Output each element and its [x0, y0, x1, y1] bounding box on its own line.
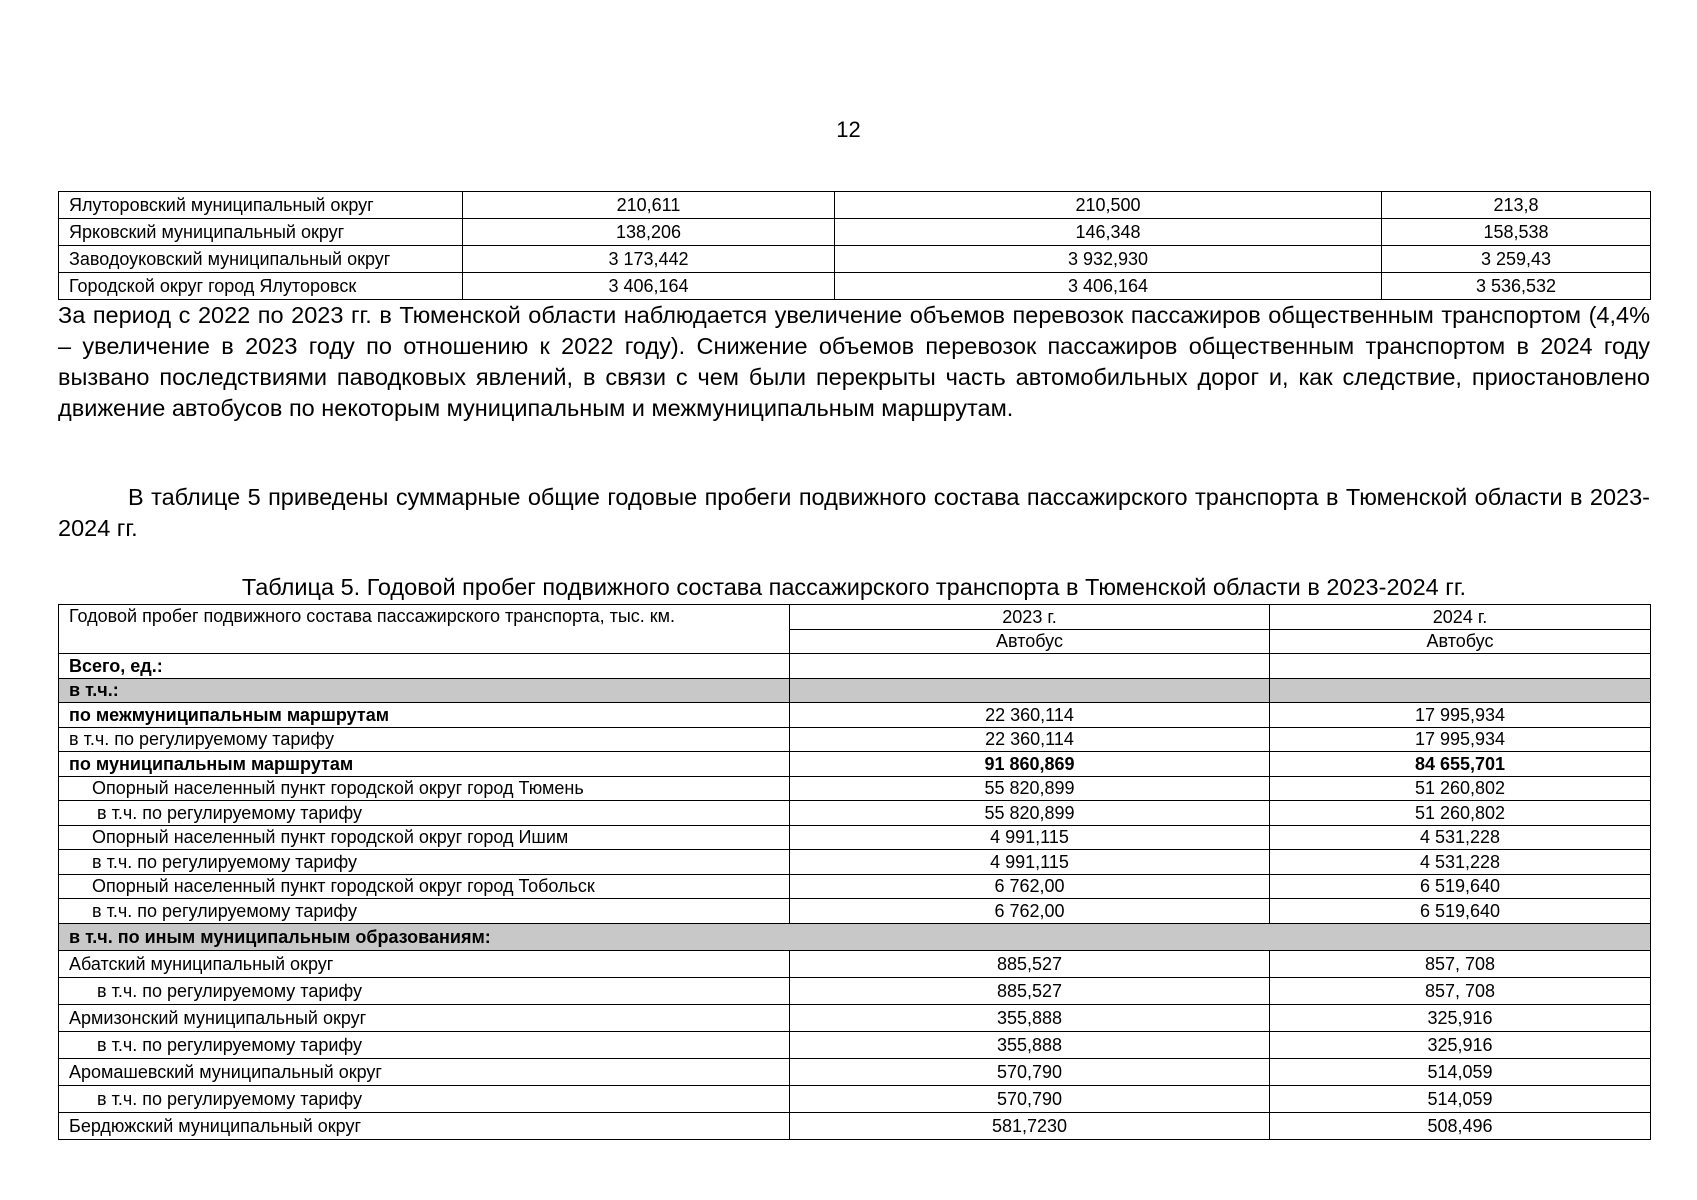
cell-value: 3 536,532 [1382, 273, 1651, 300]
cell-value: 22 360,114 [790, 727, 1270, 752]
row-name: Ялуторовский муниципальный округ [59, 192, 463, 219]
table-row [59, 703, 1651, 728]
cell-value: 6 762,00 [790, 874, 1270, 899]
table-row [59, 727, 1651, 752]
header-row [59, 605, 1651, 630]
table-row [59, 1031, 1651, 1058]
row-name: Заводоуковский муниципальный округ [59, 246, 463, 273]
cell-value: 4 991,115 [790, 825, 1270, 850]
continued-table [58, 191, 1651, 300]
row-name: Опорный населенный пункт городской округ город Тобольск [59, 874, 790, 899]
table-row [59, 850, 1651, 875]
paragraph-table5-intro: В таблице 5 приведены суммарные общие годовые пробеги подвижного состава пассажирского транспорта в Тюменской области в 2023-2024 гг. [58, 484, 1650, 541]
table-row [59, 1004, 1651, 1031]
cell-value: 22 360,114 [790, 703, 1270, 728]
header-label: Годовой пробег подвижного состава пассажирского транспорта, тыс. км. [59, 605, 790, 630]
cell-value: 51 260,802 [1270, 801, 1651, 826]
row-name: по межмуниципальным маршрутам [59, 703, 790, 728]
row-name: Городской округ город Ялуторовск [59, 273, 463, 300]
cell-value: 325,916 [1270, 1004, 1651, 1031]
cell-value: 355,888 [790, 1031, 1270, 1058]
table5-caption: Таблица 5. Годовой пробег подвижного состава пассажирского транспорта в Тюменской области в 2023-2024 гг. [241, 574, 1467, 600]
cell-value [790, 654, 1270, 679]
cell-value: 355,888 [790, 1004, 1270, 1031]
table-row [59, 801, 1651, 826]
cell-value: 55 820,899 [790, 776, 1270, 801]
cell-value: 55 820,899 [790, 801, 1270, 826]
cell-value: 514,059 [1270, 1085, 1651, 1112]
cell-value: 3 406,164 [463, 273, 835, 300]
row-name: Ярковский муниципальный округ [59, 219, 463, 246]
table-row [59, 977, 1651, 1004]
cell-value: 4 991,115 [790, 850, 1270, 875]
table-row [59, 1112, 1651, 1139]
cell-value [1270, 654, 1651, 679]
row-name: в т.ч. по регулируемому тарифу [59, 977, 790, 1004]
table-row-section [59, 678, 1651, 703]
table-row [59, 874, 1651, 899]
row-name: по муниципальным маршрутам [59, 752, 790, 777]
cell-value: 6 762,00 [790, 899, 1270, 924]
row-name: Армизонский муниципальный округ [59, 1004, 790, 1031]
cell-value: 84 655,701 [1270, 752, 1651, 777]
row-name: Опорный населенный пункт городской округ город Ишим [59, 825, 790, 850]
cell-value: 3 406,164 [835, 273, 1382, 300]
cell-value: 885,527 [790, 977, 1270, 1004]
cell-value: 3 259,43 [1382, 246, 1651, 273]
table-row [59, 1058, 1651, 1085]
row-name: в т.ч. по регулируемому тарифу [59, 850, 790, 875]
cell-value: 210,611 [463, 192, 835, 219]
row-name: Опорный населенный пункт городской округ город Тюмень [59, 776, 790, 801]
cell-value: 158,538 [1382, 219, 1651, 246]
header-year-2024: 2024 г. [1270, 605, 1651, 630]
row-name: в т.ч. по регулируемому тарифу [59, 1085, 790, 1112]
header-row [59, 629, 1651, 654]
cell-value: 51 260,802 [1270, 776, 1651, 801]
row-name: Абатский муниципальный округ [59, 950, 790, 977]
cell-value: 514,059 [1270, 1058, 1651, 1085]
row-name: Бердюжский муниципальный округ [59, 1112, 790, 1139]
row-name: Аромашевский муниципальный округ [59, 1058, 790, 1085]
cell-value: 146,348 [835, 219, 1382, 246]
table-row [59, 192, 1651, 219]
row-name: в т.ч. по регулируемому тарифу [59, 801, 790, 826]
table-row [59, 776, 1651, 801]
cell-value: 6 519,640 [1270, 899, 1651, 924]
cell-value: 91 860,869 [790, 752, 1270, 777]
table-row-total [59, 654, 1651, 679]
cell-value: 17 995,934 [1270, 703, 1651, 728]
cell-value: 508,496 [1270, 1112, 1651, 1139]
cell-value: 3 173,442 [463, 246, 835, 273]
cell-value: 213,8 [1382, 192, 1651, 219]
table-row [59, 219, 1651, 246]
header-type-2024: Автобус [1270, 629, 1651, 654]
table-row [59, 950, 1651, 977]
cell-value: 581,7230 [790, 1112, 1270, 1139]
cell-value: 885,527 [790, 950, 1270, 977]
header-label-cont [59, 629, 790, 654]
header-type-2023: Автобус [790, 629, 1270, 654]
cell-value [1270, 678, 1651, 703]
table-row [59, 1085, 1651, 1112]
row-name: в т.ч. по регулируемому тарифу [59, 1031, 790, 1058]
page-number: 12 [836, 117, 861, 142]
table-row [59, 273, 1651, 300]
cell-value: 6 519,640 [1270, 874, 1651, 899]
table-row [59, 246, 1651, 273]
row-name: Всего, ед.: [59, 654, 790, 679]
table-row [59, 825, 1651, 850]
row-name: в т.ч.: [59, 678, 790, 703]
cell-value: 857, 708 [1270, 950, 1651, 977]
cell-value: 17 995,934 [1270, 727, 1651, 752]
header-year-2023: 2023 г. [790, 605, 1270, 630]
paragraph-passenger-traffic: За период с 2022 по 2023 гг. в Тюменской области наблюдается увеличение объемов перевозок пассажиров общественным транспортом (4,4% – увеличение в 2023 году по отношению к 2022 году). Снижение объемов перевозок пассажиров общественным транспортом в 2024 году вызвано последствиями паводковых явлений, в связи с чем были перекрыты часть автомобильных дорог и, как следствие, приостановлено движение автобусов по некоторым муниципальным и межмуниципальным маршрутам. [58, 302, 1650, 421]
row-name: в т.ч. по регулируемому тарифу [59, 899, 790, 924]
table-row [59, 752, 1651, 777]
cell-value: 857, 708 [1270, 977, 1651, 1004]
row-name: в т.ч. по иным муниципальным образованиям: [59, 923, 1651, 950]
cell-value: 4 531,228 [1270, 825, 1651, 850]
cell-value: 570,790 [790, 1085, 1270, 1112]
table-row [59, 899, 1651, 924]
cell-value: 570,790 [790, 1058, 1270, 1085]
table5 [58, 604, 1651, 1140]
cell-value: 4 531,228 [1270, 850, 1651, 875]
cell-value: 138,206 [463, 219, 835, 246]
row-name: в т.ч. по регулируемому тарифу [59, 727, 790, 752]
cell-value: 325,916 [1270, 1031, 1651, 1058]
cell-value [790, 678, 1270, 703]
cell-value: 210,500 [835, 192, 1382, 219]
cell-value: 3 932,930 [835, 246, 1382, 273]
table-row-section [59, 923, 1651, 950]
